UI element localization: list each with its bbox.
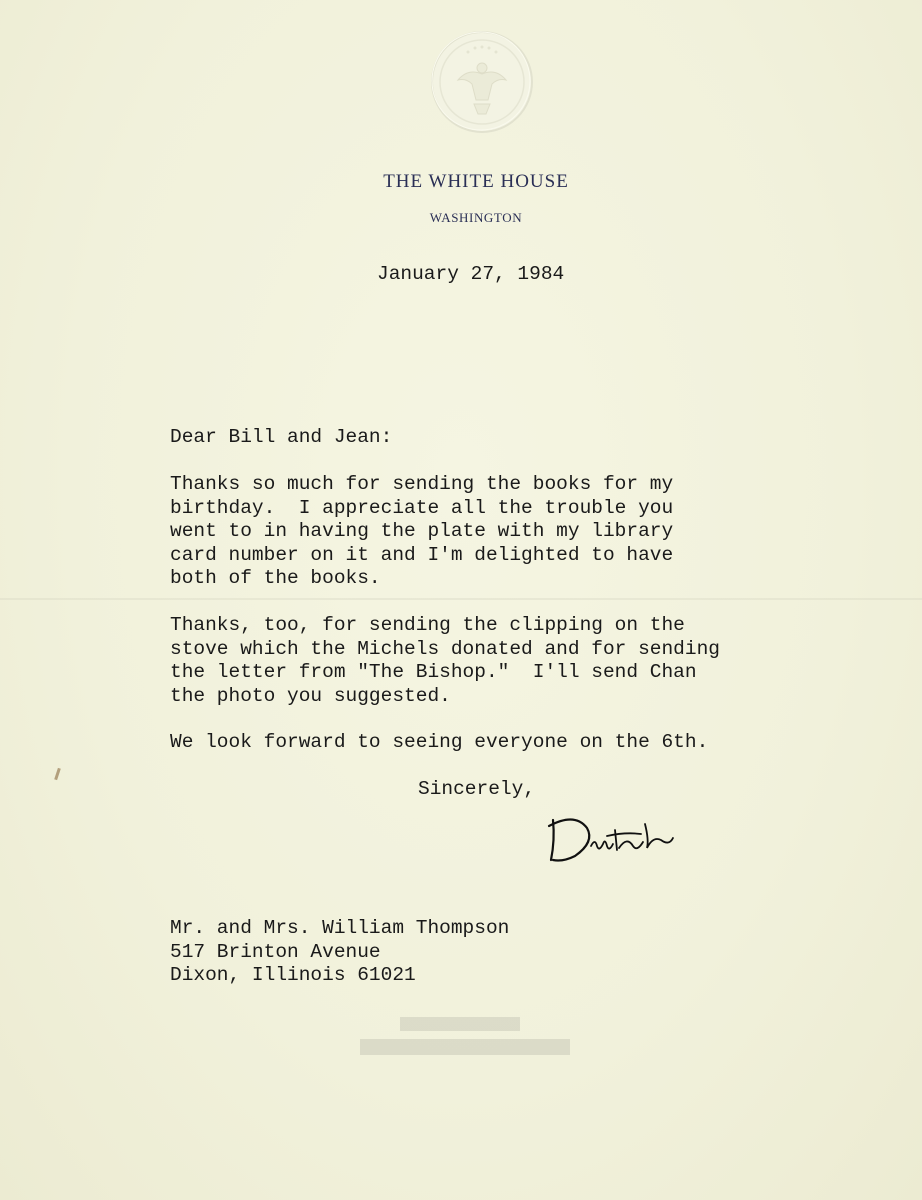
body-paragraph-2: Thanks, too, for sending the clipping on the stove which the Michels donated and for sending the letter from "The Bishop." I'll send Chan the photo you suggested. [170, 614, 720, 707]
salutation: Dear Bill and Jean: [170, 426, 393, 448]
handwritten-signature [545, 806, 695, 868]
faded-received-stamp [360, 1015, 570, 1061]
fold-line [0, 598, 922, 600]
closing: Sincerely, [418, 778, 536, 800]
recipient-address: Mr. and Mrs. William Thompson 517 Brinton Avenue Dixon, Illinois 61021 [170, 917, 510, 986]
letter-date: January 27, 1984 [377, 263, 565, 285]
letterhead-subtitle: WASHINGTON [429, 210, 523, 225]
presidential-seal-emboss [428, 28, 536, 136]
letterhead-title: THE WHITE HOUSE [383, 171, 569, 192]
body-paragraph-1: Thanks so much for sending the books for my birthday. I appreciate all the trouble you went to in having the plate with my library card number on it and I'm delighted to have both of the books. [170, 473, 674, 589]
body-paragraph-3: We look forward to seeing everyone on the 6th. [170, 731, 709, 753]
